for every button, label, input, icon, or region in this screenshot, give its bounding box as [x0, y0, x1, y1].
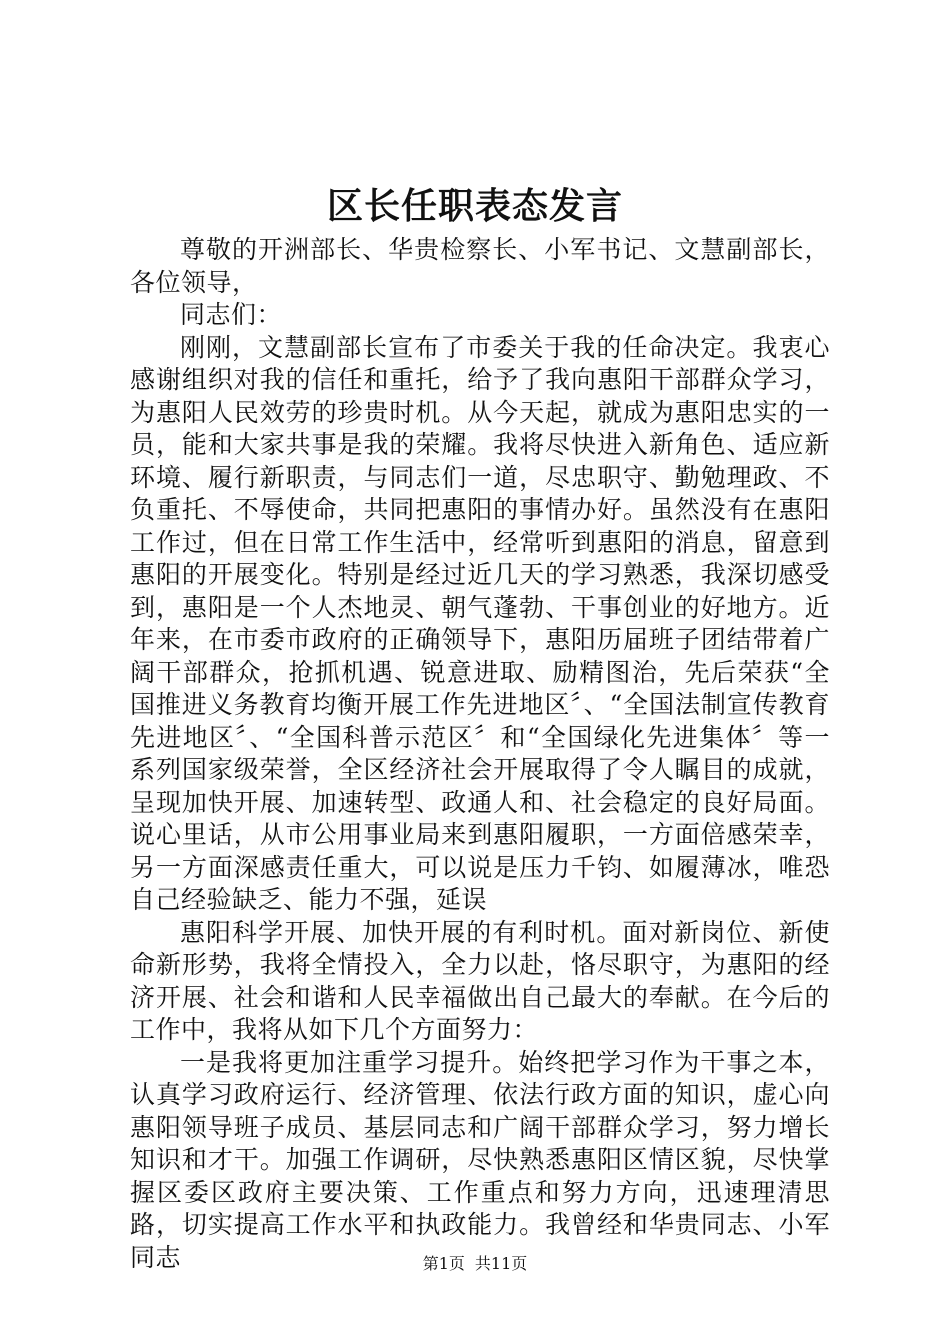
paragraph-greeting: 同志们：: [180, 300, 283, 329]
page-number: 第1页: [422, 1254, 465, 1273]
document-body: [130, 234, 830, 1274]
paragraph-study: 一是我将更加注重学习提升。始终把学习作为干事之本，认真学习政府运行、经济管理、依法行政方面的知识，虚心向惠阳领导班子成员、基层同志和广阔干部群众学习，努力增长知识和才干。加强工作调研，尽快熟悉惠阳区情区貌，尽快掌握区委区政府主要决策、工作重点和努力方向，迅速理清思路，切实提高工作水平和执政能力。我曾经和华贵同志、小军同志: [130, 1047, 830, 1272]
paragraph-commitment: 惠阳科学开展、加快开展的有利时机。面对新岗位、新使命新形势，我将全情投入，全力以赴，恪尽职守，为惠阳的经济开展、社会和谐和人民幸福做出自己最大的奉献。在今后的工作中，我将从如下几个方面努力：: [130, 917, 830, 1044]
paragraph-salutation: 尊敬的开洲部长、华贵检察长、小军书记、文慧副部长，各位领导，: [130, 235, 830, 297]
page-footer: [0, 1254, 950, 1274]
paragraph-appointment: 刚刚，文慧副部长宣布了市委关于我的任命决定。我衷心感谢组织对我的信任和重托，给予了我向惠阳干部群众学习，为惠阳人民效劳的珍贵时机。从今天起，就成为惠阳忠实的一员，能和大家共事是我的荣耀。我将尽快进入新角色、适应新环境、履行新职责，与同志们一道，尽忠职守、勤勉理政、不负重托、不辱使命，共同把惠阳的事情办好。虽然没有在惠阳工作过，但在日常工作生活中，经常听到惠阳的消息，留意到惠阳的开展变化。特别是经过近几天的学习熟悉，我深切感受到，惠阳是一个人杰地灵、朝气蓬勃、干事创业的好地方。近年来，在市委市政府的正确领导下，惠阳历届班子团结带着广阔干部群众，抢抓机遇、锐意进取、励精图治，先后荣获“全国推进义务教育均衡开展工作先进地区〞、“全国法制宣传教育先进地区〞、“全国科普示范区〞和“全国绿化先进集体〞等一系列国家级荣誉，全区经济社会开展取得了令人瞩目的成就，呈现加快开展、加速转型、政通人和、社会稳定的良好局面。说心里话，从市公用事业局来到惠阳履职，一方面倍感荣幸，另一方面深感责任重大，可以说是压力千钧、如履薄冰，唯恐自己经验缺乏、能力不强，延误: [130, 332, 830, 914]
page-total: 共11页: [474, 1254, 528, 1273]
document-title: 区长任职表态发言: [326, 185, 623, 227]
